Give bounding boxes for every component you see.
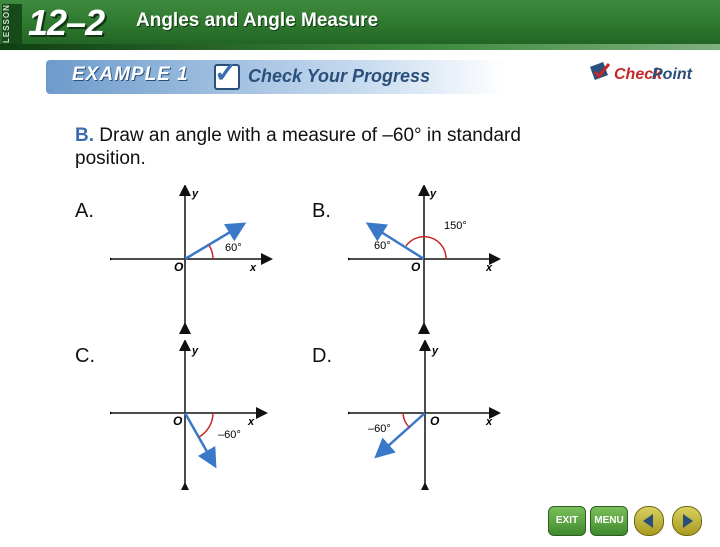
choice-c-x-label: x: [248, 416, 255, 428]
checkmark-icon: ✓: [214, 64, 240, 90]
choice-b-angle-label-150: 150°: [444, 220, 467, 232]
checkpoint-logo: [590, 60, 690, 88]
choice-a-x-label: x: [250, 262, 257, 274]
question-body: Draw an angle with a measure of –60° in standard position.: [75, 125, 521, 170]
triangle-left-icon: [635, 507, 663, 535]
header-stripe: [0, 44, 720, 50]
choice-a-y-label: y: [192, 188, 199, 200]
choice-c-graph[interactable]: [110, 340, 290, 490]
choice-d-y-label: y: [432, 345, 439, 357]
menu-button[interactable]: MENU: [590, 506, 628, 536]
choice-c-label[interactable]: C.: [75, 345, 95, 367]
lesson-header: [0, 0, 720, 50]
exit-button[interactable]: EXIT: [548, 506, 586, 536]
check-your-progress-label: Check Your Progress: [248, 66, 431, 86]
triangle-right-icon: [673, 507, 701, 535]
next-button[interactable]: [672, 506, 702, 536]
question-letter: B.: [75, 125, 94, 146]
choice-a-origin: O: [174, 260, 184, 274]
choice-b-graph[interactable]: [348, 185, 528, 335]
previous-button[interactable]: [634, 506, 664, 536]
choice-c-origin: O: [173, 414, 183, 428]
navigation-bar: [548, 506, 720, 538]
choice-d-x-label: x: [486, 416, 493, 428]
example-label: EXAMPLE 1: [72, 64, 189, 85]
choice-d-angle-label: –60°: [368, 423, 391, 435]
choice-a-graph[interactable]: [110, 185, 290, 335]
choice-b-origin: O: [411, 260, 421, 274]
choice-b-y-label: y: [430, 188, 437, 200]
lesson-number: 12–2: [28, 2, 105, 43]
checkpoint-cube-icon: [590, 60, 612, 82]
choice-a-label[interactable]: A.: [75, 200, 94, 222]
choice-a-angle-label: 60°: [225, 242, 242, 254]
choice-d-graph[interactable]: [348, 340, 528, 490]
choice-b-x-label: x: [486, 262, 493, 274]
choice-c-y-label: y: [192, 345, 199, 357]
lesson-title: Angles and Angle Measure: [136, 10, 379, 31]
choice-d-label[interactable]: D.: [312, 345, 332, 367]
choice-b-label[interactable]: B.: [312, 200, 331, 222]
checkpoint-logo-check: Check: [614, 66, 663, 83]
question-text: [75, 124, 595, 170]
lesson-tab: LESSON: [2, 4, 22, 44]
checkpoint-logo-point: Point: [652, 66, 692, 83]
choice-b-angle-label-60: 60°: [374, 240, 391, 252]
choice-c-angle-label: –60°: [218, 429, 241, 441]
choice-d-origin: O: [430, 414, 440, 428]
